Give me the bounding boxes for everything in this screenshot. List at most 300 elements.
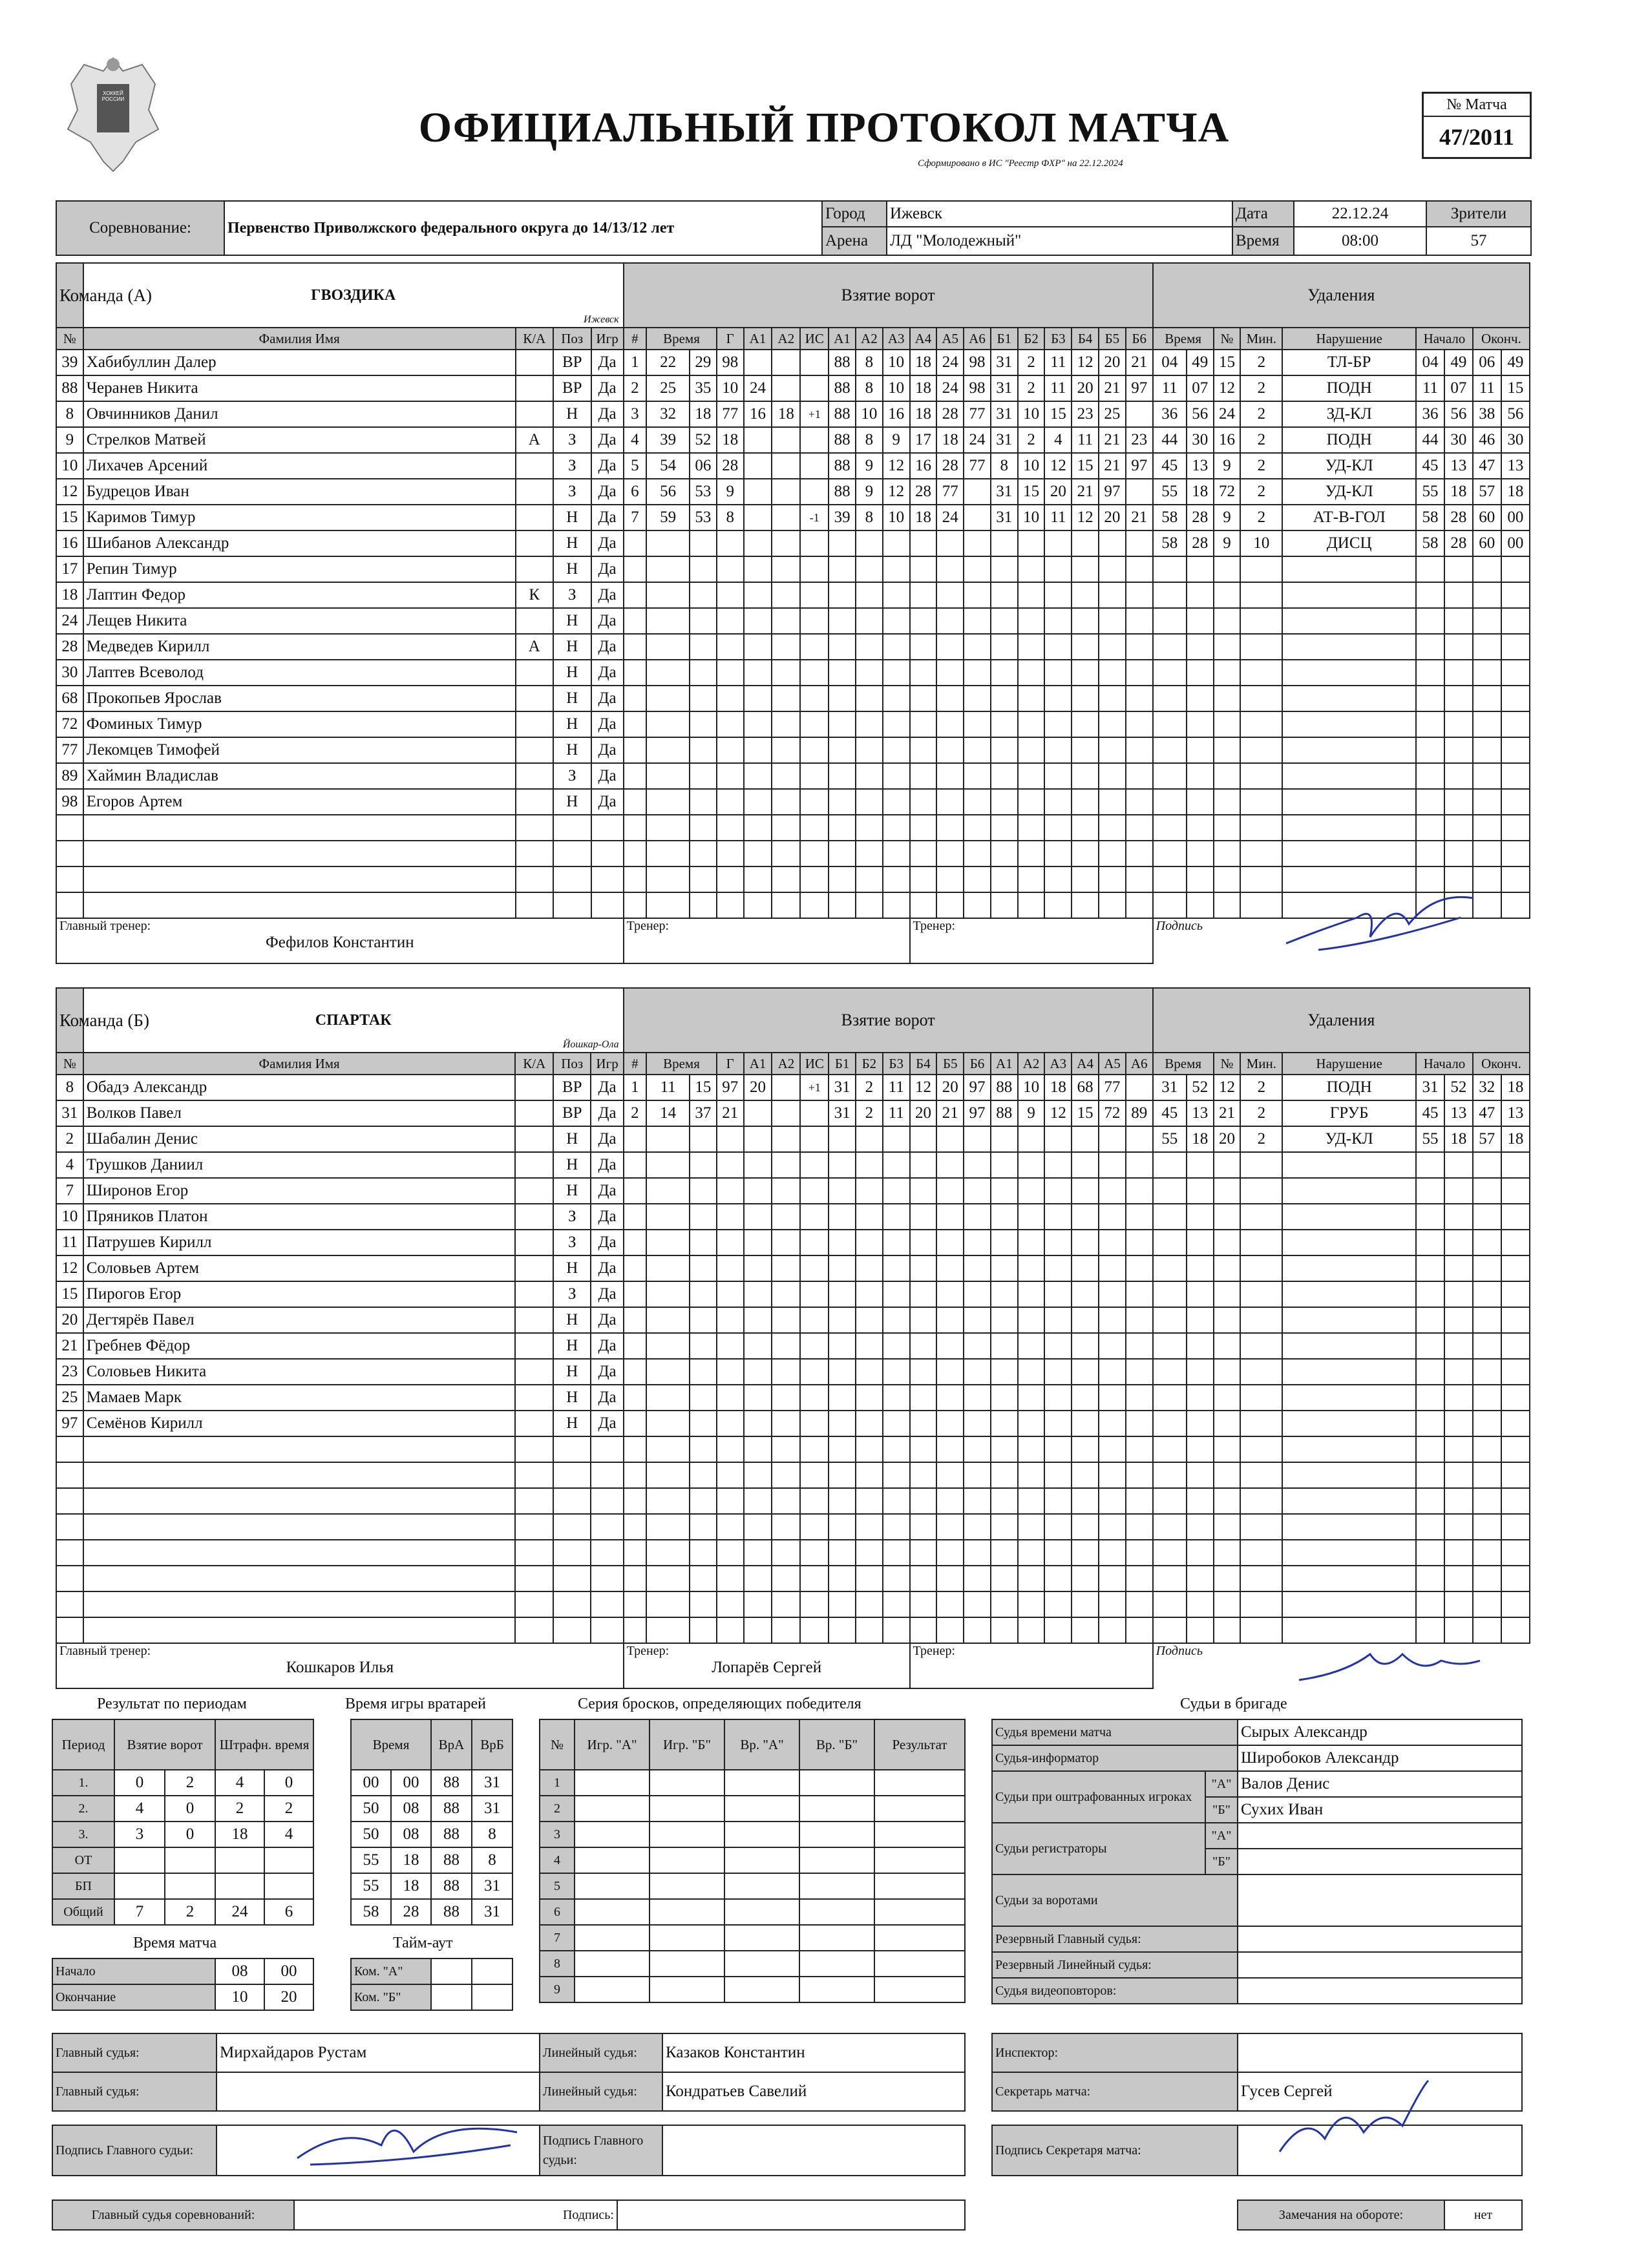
- goal-sec: 18: [690, 401, 717, 427]
- goal-on-ice: [910, 1385, 937, 1411]
- goal-g: [717, 1152, 744, 1178]
- goal-on-ice: 28: [936, 453, 964, 479]
- goal-on-ice: [883, 815, 910, 841]
- goal-a1: [744, 1591, 772, 1617]
- goal-col-13: Б2: [1018, 328, 1045, 350]
- goal-opp-ice: 23: [1072, 401, 1099, 427]
- goal-opp-ice: [1099, 763, 1126, 789]
- player-row: [56, 1462, 1530, 1488]
- goal-g: 8: [717, 505, 744, 530]
- goal-on-ice: [910, 1462, 937, 1488]
- goal-opp-ice: [1018, 1514, 1045, 1540]
- pen-start-min: 11: [1416, 375, 1444, 401]
- goal-opp-ice: 11: [1044, 350, 1072, 375]
- goal-col-15: А4: [1072, 1053, 1099, 1075]
- pen-end-sec: [1501, 815, 1530, 841]
- goal-opp-ice: [991, 556, 1018, 582]
- player-name: [83, 866, 516, 892]
- pen-start-min: 31: [1416, 1075, 1444, 1100]
- goal-n: 6: [624, 479, 647, 505]
- reserve-line-label: Резервный Линейный судья:: [992, 1952, 1238, 1978]
- player-name: Пряников Платон: [83, 1204, 516, 1230]
- goal-opp-ice: [991, 1591, 1018, 1617]
- goal-g: [717, 686, 744, 711]
- shootout-cell: [650, 1977, 724, 2002]
- goal-on-ice: [910, 711, 937, 737]
- goal-opp-ice: [991, 1359, 1018, 1385]
- goal-opp-ice: [1099, 1178, 1126, 1204]
- period-gb: 2: [165, 1899, 215, 1925]
- goal-on-ice: [936, 1514, 964, 1540]
- col-pos: Поз: [553, 1053, 591, 1075]
- coach-2-label: Тренер:: [913, 1644, 956, 1658]
- goal-opp-ice: [1126, 1255, 1153, 1281]
- goal-g: [717, 1566, 744, 1591]
- pen-start-min: [1416, 1540, 1444, 1566]
- shootout-row: [540, 1977, 965, 2002]
- head-coach-label: Главный тренер:: [59, 1644, 151, 1658]
- goal-g: 97: [717, 1075, 744, 1100]
- player-name: Лихачев Арсений: [83, 453, 516, 479]
- goal-is: [800, 763, 829, 789]
- goal-opp-ice: 21: [1099, 453, 1126, 479]
- goal-is: +1: [800, 1075, 829, 1100]
- player-pos: [553, 1617, 591, 1643]
- pen-end-sec: [1501, 892, 1530, 918]
- goal-is: [800, 556, 829, 582]
- goal-opp-ice: [1126, 711, 1153, 737]
- goal-g: [717, 1333, 744, 1359]
- pen-end-sec: [1501, 660, 1530, 686]
- goal-on-ice: [883, 1566, 910, 1591]
- player-played: Да: [591, 453, 624, 479]
- pen-end-sec: [1501, 1255, 1530, 1281]
- pen-player: 24: [1214, 401, 1241, 427]
- pen-end-min: 32: [1473, 1075, 1501, 1100]
- player-number: 16: [56, 530, 83, 556]
- goal-on-ice: [936, 1436, 964, 1462]
- goal-on-ice: [964, 892, 991, 918]
- pen-infraction: [1282, 1333, 1416, 1359]
- goal-n: [624, 763, 647, 789]
- pen-end-min: [1473, 763, 1501, 789]
- pen-end-sec: [1501, 1591, 1530, 1617]
- goal-on-ice: [936, 634, 964, 660]
- player-number: 39: [56, 350, 83, 375]
- goal-sec: [690, 556, 717, 582]
- pen-infraction: [1282, 1514, 1416, 1540]
- goal-on-ice: [964, 1230, 991, 1255]
- player-pos: Н: [553, 505, 591, 530]
- goal-opp-ice: [1044, 1281, 1072, 1307]
- period-ga: 3: [114, 1822, 165, 1847]
- player-pos: З: [553, 479, 591, 505]
- pen-infraction: [1282, 789, 1416, 815]
- goal-opp-ice: [1072, 660, 1099, 686]
- pen-sec: [1187, 660, 1214, 686]
- pen-start-sec: [1444, 1152, 1473, 1178]
- pen-min: [1153, 1617, 1187, 1643]
- goal-opp-ice: [1099, 1514, 1126, 1540]
- pen-player: 15: [1214, 350, 1241, 375]
- timeout-b-2[interactable]: [472, 1984, 512, 2010]
- player-row: [56, 453, 1530, 479]
- goal-a2: [772, 350, 800, 375]
- goal-on-ice: [964, 686, 991, 711]
- pen-sec: [1187, 1540, 1214, 1566]
- player-ka: [515, 1333, 553, 1359]
- goal-is: [800, 789, 829, 815]
- goal-on-ice: [964, 530, 991, 556]
- goal-opp-ice: [1126, 1359, 1153, 1385]
- goal-a1: [744, 1617, 772, 1643]
- player-number: 8: [56, 401, 83, 427]
- pen-sec: 52: [1187, 1075, 1214, 1100]
- goal-a2: [772, 1204, 800, 1230]
- goal-a2: [772, 1540, 800, 1566]
- pen-player: [1214, 1385, 1241, 1411]
- goal-on-ice: [883, 1540, 910, 1566]
- pen-min: [1153, 1385, 1187, 1411]
- shootout-cell: [724, 1822, 799, 1847]
- goal-opp-ice: [1018, 1359, 1045, 1385]
- pen-start-sec: [1444, 582, 1473, 608]
- pen-start-min: [1416, 763, 1444, 789]
- goal-is: [800, 1514, 829, 1540]
- pen-min: 36: [1153, 401, 1187, 427]
- goal-g: [717, 1488, 744, 1514]
- player-pos: ВР: [553, 350, 591, 375]
- pen-player: [1214, 711, 1241, 737]
- pen-min: [1153, 763, 1187, 789]
- goal-col-12: Б1: [991, 328, 1018, 350]
- col-no: №: [56, 1053, 83, 1075]
- goal-on-ice: 10: [856, 401, 883, 427]
- goal-col-10: А5: [936, 328, 964, 350]
- pen-player: 9: [1214, 453, 1241, 479]
- pen-start-sec: [1444, 608, 1473, 634]
- pen-start-sec: 13: [1444, 1100, 1473, 1126]
- shootout-cell: [799, 1873, 874, 1899]
- pen-start-sec: 28: [1444, 505, 1473, 530]
- periods-table: [52, 1719, 314, 1926]
- goal-on-ice: [910, 1514, 937, 1540]
- goal-on-ice: [829, 1617, 856, 1643]
- player-row: [56, 375, 1530, 401]
- goal-a2: [772, 660, 800, 686]
- goal-opp-ice: [1126, 401, 1153, 427]
- pen-player: 12: [1214, 375, 1241, 401]
- goal-on-ice: [936, 1385, 964, 1411]
- player-row: [56, 1591, 1530, 1617]
- goal-opp-ice: 20: [1099, 350, 1126, 375]
- goal-n: [624, 1359, 647, 1385]
- pen-start-sec: [1444, 1514, 1473, 1540]
- player-number: [56, 1436, 83, 1462]
- pen-end-min: [1473, 1488, 1501, 1514]
- reg-a-marker: "А": [1205, 1823, 1238, 1849]
- player-name: Пирогов Егор: [83, 1281, 516, 1307]
- goal-on-ice: [829, 1281, 856, 1307]
- goal-sec: [690, 582, 717, 608]
- shootout-table: [539, 1719, 966, 2003]
- player-name: [83, 1591, 516, 1617]
- goal-a1: [744, 866, 772, 892]
- goal-a2: [772, 737, 800, 763]
- goal-n: [624, 737, 647, 763]
- goal-n: [624, 1126, 647, 1152]
- pen-start-sec: [1444, 1281, 1473, 1307]
- inspector: [1238, 2033, 1522, 2072]
- goal-on-ice: [910, 1307, 937, 1333]
- signature-team-a: [1280, 879, 1486, 969]
- pen-min: [1153, 660, 1187, 686]
- goal-on-ice: 88: [829, 375, 856, 401]
- goal-a1: [744, 1100, 772, 1126]
- goal-on-ice: [936, 1462, 964, 1488]
- goal-opp-ice: [1099, 789, 1126, 815]
- pen-min: [1153, 1230, 1187, 1255]
- goal-opp-ice: [1018, 1204, 1045, 1230]
- goal-on-ice: [883, 711, 910, 737]
- player-played: Да: [591, 1307, 623, 1333]
- goal-on-ice: [964, 737, 991, 763]
- pen-infraction: [1282, 1281, 1416, 1307]
- shootout-cell: [799, 1770, 874, 1796]
- pen-minutes: [1240, 866, 1282, 892]
- goal-opp-ice: [1018, 866, 1045, 892]
- goal-on-ice: [964, 1436, 991, 1462]
- goal-on-ice: 24: [964, 427, 991, 453]
- goal-opp-ice: [1126, 1230, 1153, 1255]
- pen-player: [1214, 608, 1241, 634]
- goal-a2: [772, 686, 800, 711]
- pen-player: 16: [1214, 427, 1241, 453]
- goal-opp-ice: [1044, 763, 1072, 789]
- pen-end-sec: [1501, 608, 1530, 634]
- goal-on-ice: [910, 686, 937, 711]
- goal-opp-ice: [991, 686, 1018, 711]
- goal-min: [646, 1204, 690, 1230]
- pen-infraction: [1282, 1462, 1416, 1488]
- player-pos: З: [553, 1281, 591, 1307]
- player-name: [83, 841, 516, 866]
- goalie-s: 08: [391, 1822, 431, 1847]
- player-ka: [515, 1075, 553, 1100]
- goal-on-ice: 18: [910, 401, 937, 427]
- player-pos: З: [553, 453, 591, 479]
- pen-min: 55: [1153, 1126, 1187, 1152]
- player-played: [591, 1617, 623, 1643]
- pen-end-sec: [1501, 763, 1530, 789]
- player-pos: Н: [553, 1255, 591, 1281]
- pen-minutes: [1240, 892, 1282, 918]
- player-ka: [516, 789, 554, 815]
- goal-opp-ice: [991, 1204, 1018, 1230]
- goal-opp-ice: [1099, 608, 1126, 634]
- goal-on-ice: [829, 582, 856, 608]
- pen-start-sec: 18: [1444, 1126, 1473, 1152]
- shootout-cell: [650, 1796, 724, 1822]
- goal-on-ice: 2: [856, 1100, 883, 1126]
- pen-end-min: [1473, 660, 1501, 686]
- period-pa: 18: [215, 1822, 264, 1847]
- goal-is: [800, 1540, 829, 1566]
- goal-on-ice: [936, 660, 964, 686]
- period-gb: 0: [165, 1796, 215, 1822]
- player-row: [56, 427, 1530, 453]
- goal-g: [717, 1281, 744, 1307]
- shootout-cell: [650, 1925, 724, 1951]
- goal-on-ice: [856, 1591, 883, 1617]
- player-played: [591, 815, 624, 841]
- shootout-cell: [724, 1951, 799, 1977]
- pen-infraction: [1282, 841, 1416, 866]
- team-a-section: [56, 262, 1530, 964]
- timeout-a-2[interactable]: [472, 1958, 512, 1984]
- period-name: 1.: [52, 1770, 114, 1796]
- player-pos: [553, 1488, 591, 1514]
- pen-minutes: 2: [1240, 453, 1282, 479]
- goal-is: [800, 1385, 829, 1411]
- pen-infraction: [1282, 660, 1416, 686]
- pen-min: [1153, 608, 1187, 634]
- registrar-b: [1238, 1849, 1522, 1874]
- goal-opp-ice: [1099, 1488, 1126, 1514]
- goal-g: [717, 1178, 744, 1204]
- goal-opp-ice: [1072, 1488, 1099, 1514]
- goal-opp-ice: [991, 737, 1018, 763]
- player-name: [83, 892, 516, 918]
- goal-g: [717, 1255, 744, 1281]
- goal-sec: [690, 866, 717, 892]
- goal-on-ice: [964, 866, 991, 892]
- goal-opp-ice: 68: [1072, 1075, 1099, 1100]
- pen-end-min: [1473, 1333, 1501, 1359]
- goalie-b: 8: [472, 1822, 512, 1847]
- pen-sec: [1187, 1230, 1214, 1255]
- goal-min: [646, 1540, 690, 1566]
- goal-opp-ice: [1044, 841, 1072, 866]
- player-pos: [553, 1436, 591, 1462]
- pen-infraction: [1282, 1488, 1416, 1514]
- goal-opp-ice: 20: [1072, 375, 1099, 401]
- player-row: [56, 1514, 1530, 1540]
- pen-end-sec: [1501, 634, 1530, 660]
- timeout-b-1[interactable]: [431, 1984, 472, 2010]
- competition: Первенство Приволжского федерального округа до 14/13/12 лет: [224, 201, 822, 255]
- pen-minutes: [1240, 1385, 1282, 1411]
- player-ka: [516, 375, 554, 401]
- pen-sec: [1187, 556, 1214, 582]
- goal-on-ice: [910, 866, 937, 892]
- goal-opp-ice: [991, 1436, 1018, 1462]
- pen-infraction: УД-КЛ: [1282, 453, 1416, 479]
- pen-end-min: [1473, 711, 1501, 737]
- pen-end-sec: 13: [1501, 453, 1530, 479]
- goal-col-7: А2: [856, 328, 883, 350]
- timeout-a-1[interactable]: [431, 1958, 472, 1984]
- pen-minutes: [1240, 1514, 1282, 1540]
- goal-opp-ice: 15: [1072, 453, 1099, 479]
- pen-start-sec: [1444, 1385, 1473, 1411]
- goal-on-ice: [936, 1566, 964, 1591]
- goal-opp-ice: [991, 660, 1018, 686]
- pen-end-sec: [1501, 1488, 1530, 1514]
- goal-opp-ice: [1072, 1307, 1099, 1333]
- pen-end-min: [1473, 1178, 1501, 1204]
- goal-is: [800, 582, 829, 608]
- goal-opp-ice: [1099, 1462, 1126, 1488]
- pen-start-min: [1416, 711, 1444, 737]
- goal-opp-ice: [1044, 892, 1072, 918]
- pen-sec: [1187, 686, 1214, 711]
- goal-opp-ice: [1099, 1385, 1126, 1411]
- goal-opp-ice: [1126, 1281, 1153, 1307]
- pen-player: 9: [1214, 530, 1241, 556]
- player-played: Да: [591, 427, 624, 453]
- pen-player: [1214, 1591, 1241, 1617]
- player-row: [56, 1488, 1530, 1514]
- goal-on-ice: [856, 763, 883, 789]
- goal-is: [800, 1100, 829, 1126]
- pen-player: [1214, 841, 1241, 866]
- shootout-cell: [724, 1796, 799, 1822]
- goal-opp-ice: [1072, 1385, 1099, 1411]
- goal-a2: [772, 1591, 800, 1617]
- goalie-a: 88: [431, 1770, 472, 1796]
- pen-end-sec: 00: [1501, 505, 1530, 530]
- goal-n: 2: [624, 375, 647, 401]
- goal-opp-ice: [1126, 1385, 1153, 1411]
- pen-end-min: [1473, 841, 1501, 866]
- goal-on-ice: [856, 1152, 883, 1178]
- goal-a1: [744, 1462, 772, 1488]
- shootout-number: 6: [540, 1899, 575, 1925]
- line-referee-1: Казаков Константин: [662, 2033, 965, 2072]
- goal-is: [800, 375, 829, 401]
- pen-end-min: [1473, 815, 1501, 841]
- goal-opp-ice: [1044, 1255, 1072, 1281]
- player-played: Да: [591, 1204, 623, 1230]
- goal-opp-ice: 97: [1126, 453, 1153, 479]
- goal-is: [800, 1307, 829, 1333]
- goal-col-9: Б4: [910, 1053, 937, 1075]
- player-played: [591, 841, 624, 866]
- pen-end-min: [1473, 1281, 1501, 1307]
- goal-on-ice: [936, 1204, 964, 1230]
- goal-opp-ice: [1126, 1333, 1153, 1359]
- pen-start-min: 45: [1416, 1100, 1444, 1126]
- goal-on-ice: [910, 1152, 937, 1178]
- goal-opp-ice: [1072, 1514, 1099, 1540]
- goalie-a: 88: [431, 1873, 472, 1899]
- goal-a1: [744, 841, 772, 866]
- pen-end-sec: [1501, 1436, 1530, 1462]
- goal-col-0: #: [624, 328, 647, 350]
- goal-sec: 15: [690, 1075, 717, 1100]
- goal-a1: [744, 1126, 772, 1152]
- period-pa: [215, 1847, 264, 1873]
- pen-start-sec: [1444, 686, 1473, 711]
- pen-min: 45: [1153, 453, 1187, 479]
- pen-end-sec: [1501, 582, 1530, 608]
- goal-on-ice: [883, 686, 910, 711]
- goal-on-ice: [936, 582, 964, 608]
- pen-min: [1153, 841, 1187, 866]
- pen-end-sec: [1501, 1178, 1530, 1204]
- arena-label: Арена: [822, 227, 887, 255]
